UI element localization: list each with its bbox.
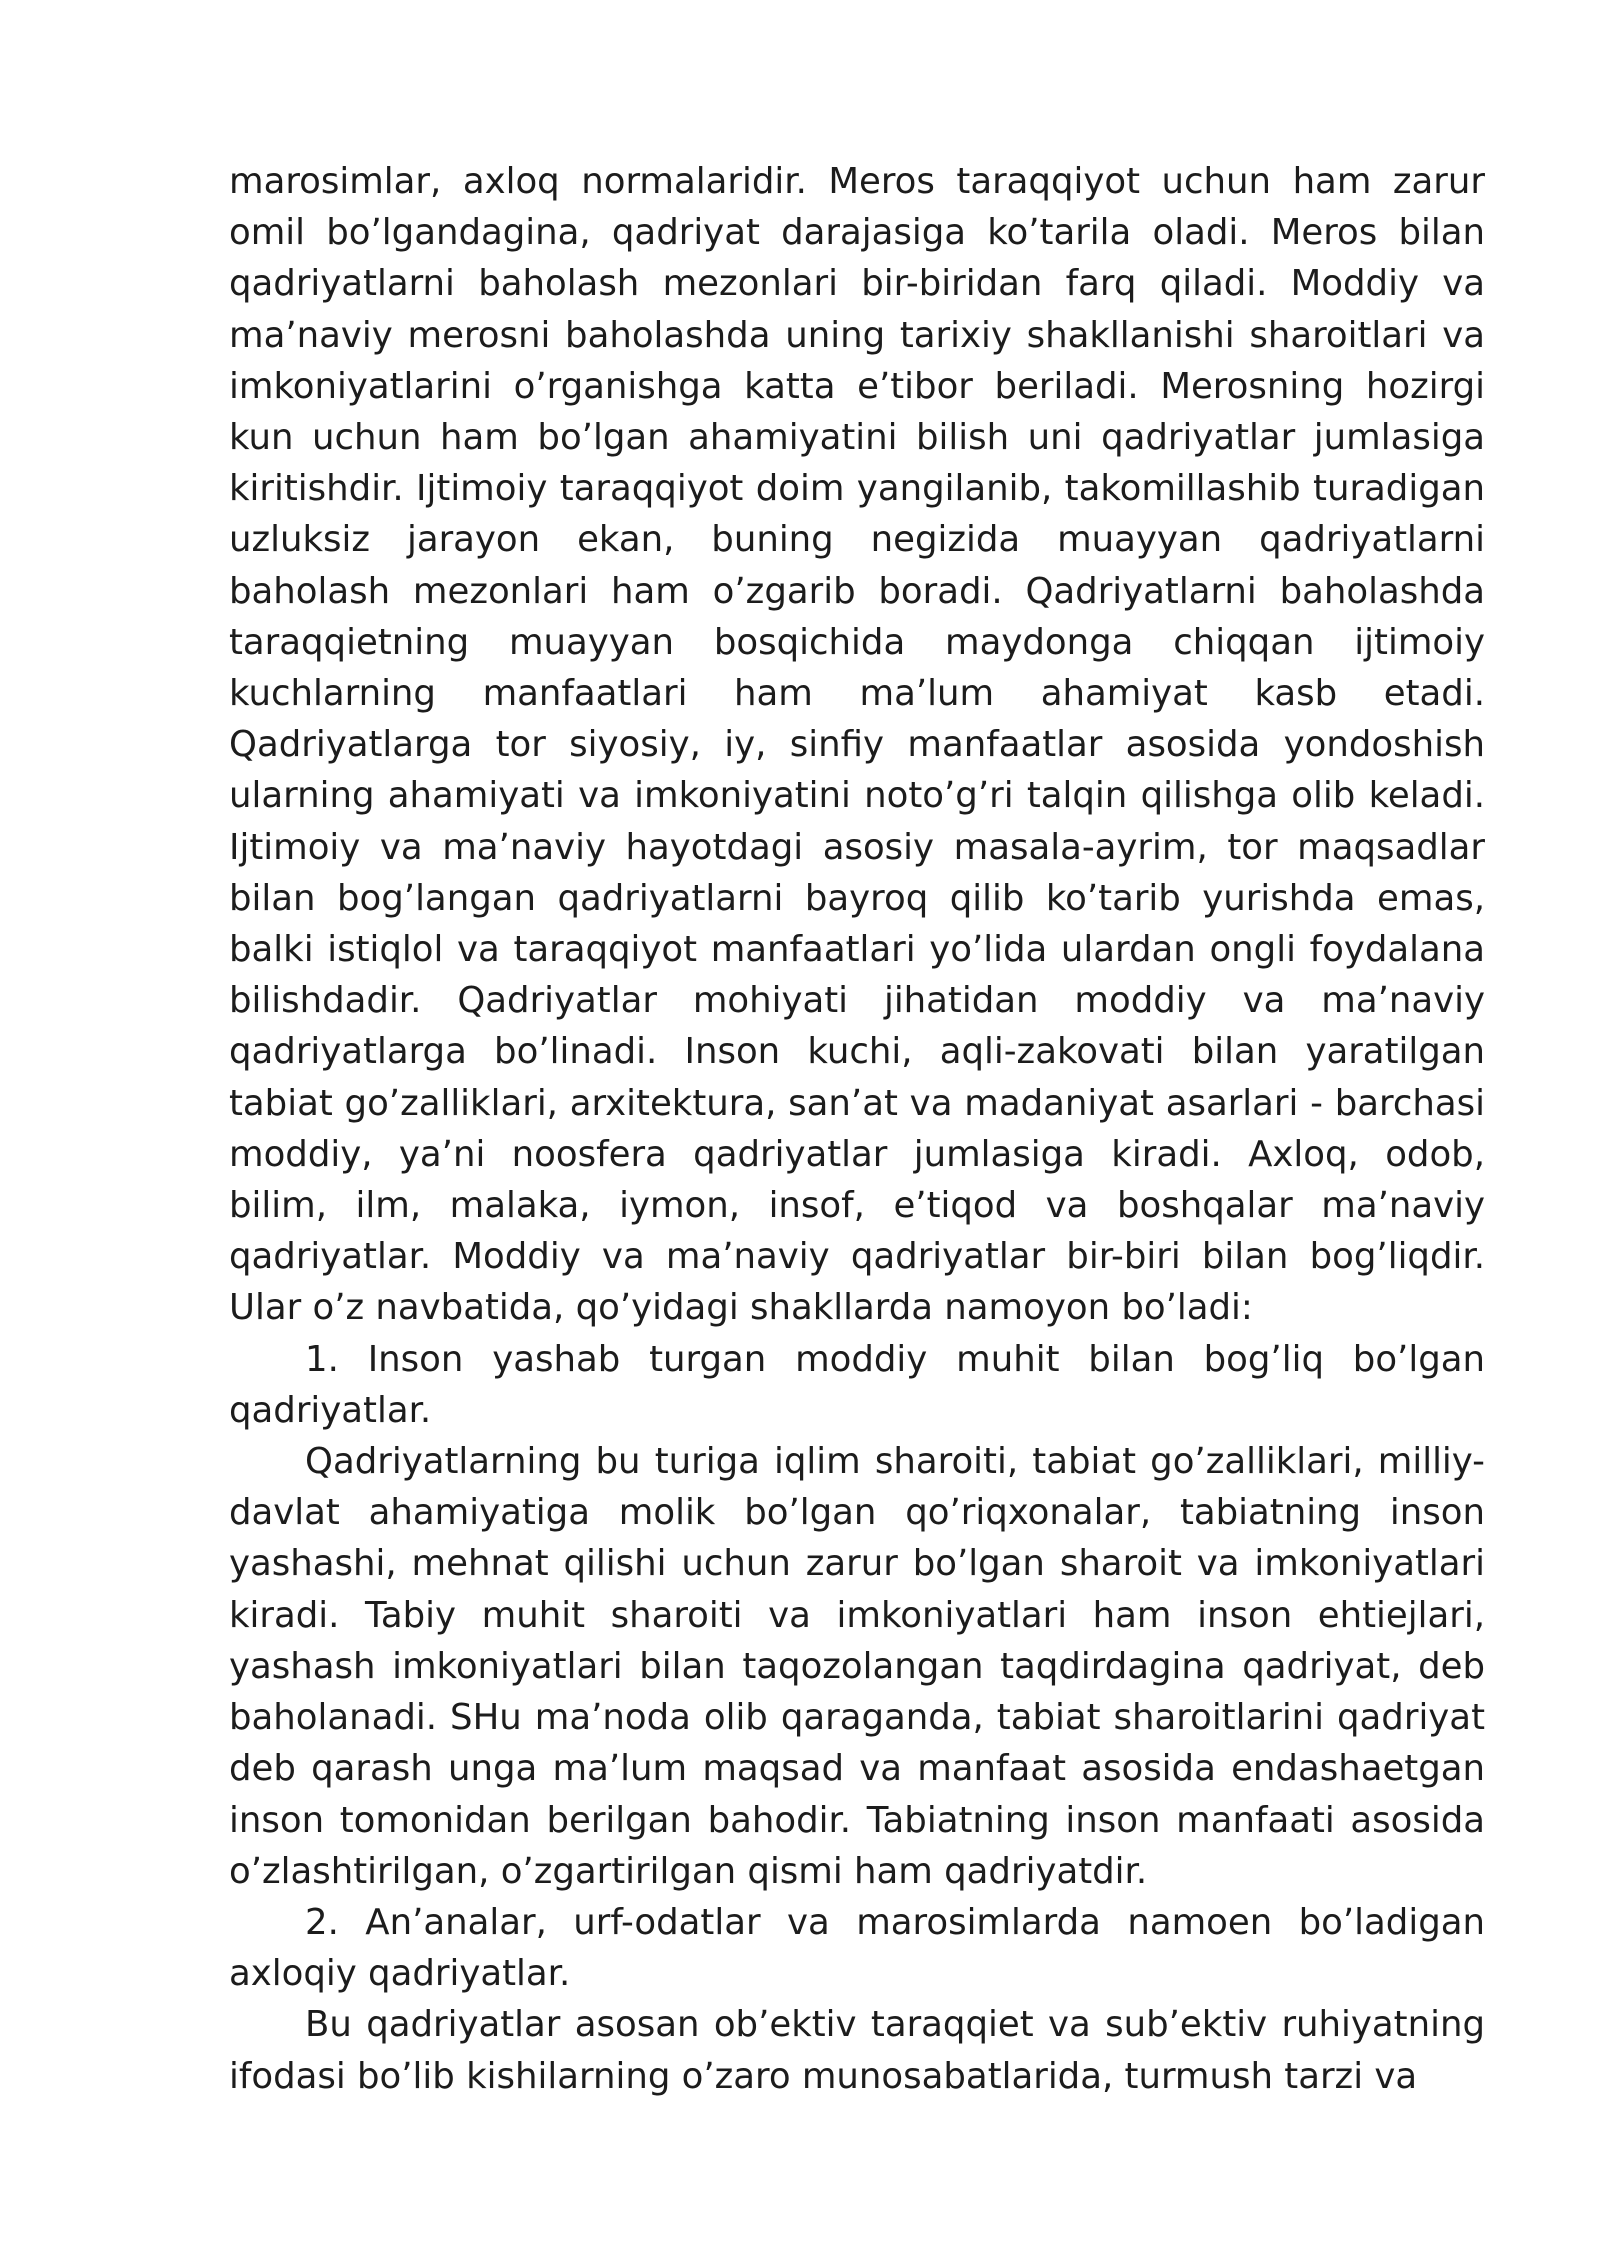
paragraph-material-values: Qadriyatlarning bu turiga iqlim sharoiti, tabiat go’zalliklari, milliy-davlat ahamiyatiga molik bo’lgan qo’riqxonalar, tabiatning inson yashashi, mehnat qilishi uchun zarur bo’lgan sharoit va imkoniyatlari kiradi. Tabiy muhit sharoiti va imkoniyatlari ham inson ehtiejlari, yashash imkoniyatlari bilan taqozolangan taqdirdagina qadriyat, deb baholanadi. SHu ma’noda olib qaraganda, tabiat sharoitlarini qadriyat deb qarash unga ma’lum maqsad va manfaat asosida endashaetgan inson tomonidan berilgan bahodir. Tabiatning inson manfaati asosida o’zlashtirilgan, o’zgartirilgan qismi ham qadriyatdir. bbox=[229, 1441, 1485, 1892]
paragraph-continuation: marosimlar, axloq normalaridir. Meros taraqqiyot uchun ham zarur omil bo’lgandagina, qadriyat darajasiga ko’tarila oladi. Meros bilan qadriyatlarni baholash mezonlari bir-biridan farq qiladi. Moddiy va ma’naviy merosni baholashda uning tarixiy shakllanishi sharoitlari va imkoniyatlarini o’rganishga katta e’tibor beriladi. Merosning hozirgi kun uchun ham bo’lgan ahamiyatini bilish uni qadriyatlar jumlasiga kiritishdir. Ijtimoiy taraqqiyot doim yangilanib, takomillashib turadigan uzluksiz jarayon ekan, buning negizida muayyan qadriyatlarni baholash mezonlari ham o’zgarib boradi. Qadriyatlarni baholashda taraqqietning muayyan bosqichida maydonga chiqqan ijtimoiy kuchlarning manfaatlari ham ma’lum ahamiyat kasb etadi. Qadriyatlarga tor siyosiy, iy, sinfiy manfaatlar asosida yondoshish ularning ahamiyati va imkoniyatini noto’g’ri talqin qilishga olib keladi. Ijtimoiy va ma’naviy hayotdagi asosiy masala-ayrim, tor maqsadlar bilan bog’langan qadriyatlarni bayroq qilib ko’tarib yurishda emas, balki istiqlol va taraqqiyot manfaatlari yo’lida ulardan ongli foydalana bilishdadir. Qadriyatlar mohiyati jihatidan moddiy va ma’naviy qadriyatlarga bo’linadi. Inson kuchi, aqli-zakovati bilan yaratilgan tabiat go’zalliklari, arxitektura, san’at va madaniyat asarlari - barchasi moddiy, ya’ni noosfera qadriyatlar jumlasiga kiradi. Axloq, odob, bilim, ilm, malaka, iymon, insof, e’tiqod va boshqalar ma’naviy qadriyatlar. Moddiy va ma’naviy qadriyatlar bir-biri bilan bog’liqdir. Ular o’z navbatida, qo’yidagi shakllarda namoyon bo’ladi: bbox=[229, 161, 1485, 1329]
body-text bbox=[229, 156, 1485, 2102]
paragraph-moral-values: Bu qadriyatlar asosan ob’ektiv taraqqiet va sub’ektiv ruhiyatning ifodasi bo’lib kishilarning o’zaro munosabatlarida, turmush tarzi va bbox=[229, 2004, 1485, 2097]
list-item-2: 2. An’analar, urf-odatlar va marosimlarda namoen bo’ladigan axloqiy qadriyatlar. bbox=[229, 1901, 1485, 1995]
list-item-1: 1. Inson yashab turgan moddiy muhit bilan bog’liq bo’lgan qadriyatlar. bbox=[229, 1338, 1485, 1431]
